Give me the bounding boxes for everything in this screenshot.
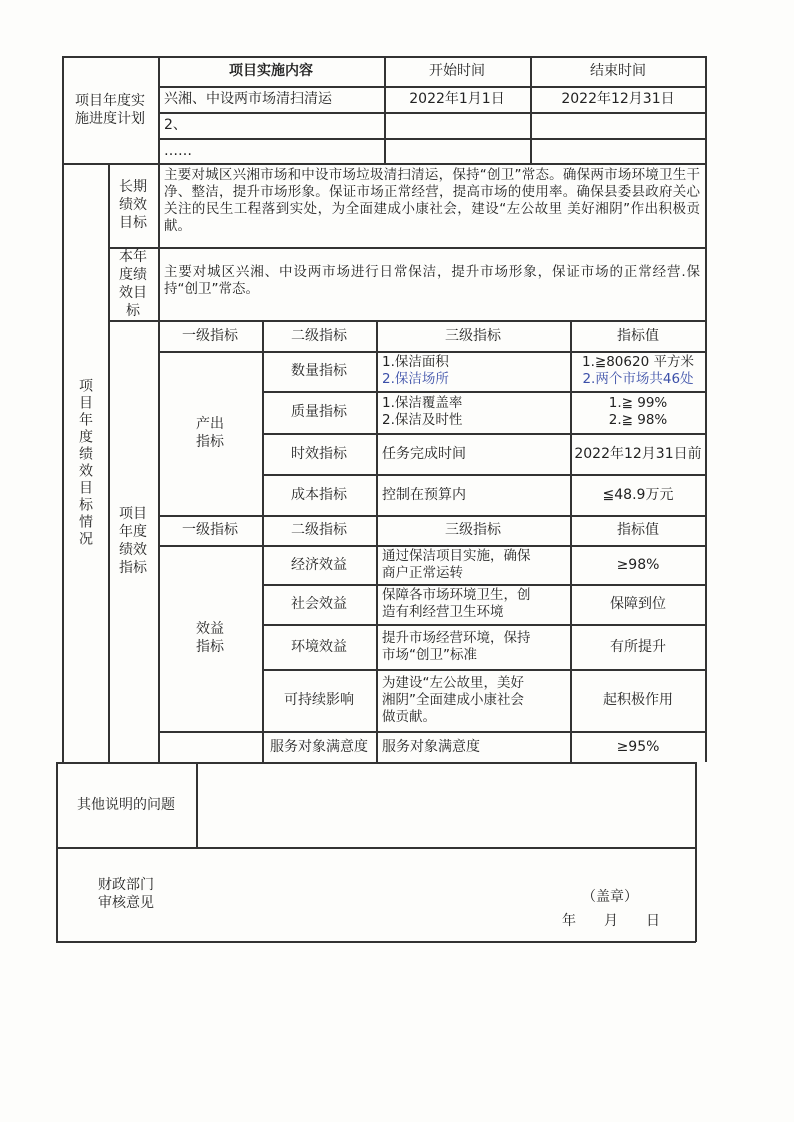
ind-head-l3: 三级指标 — [445, 327, 501, 344]
finance-seal: （盖章） — [582, 889, 638, 905]
ind-head-l1: 一级指标 — [182, 327, 238, 344]
benefit-label: 效益指标 — [196, 621, 224, 655]
frame-right-lower — [695, 762, 697, 942]
plan-row-1-start: 2022年1月1日 — [409, 91, 505, 107]
ind-head2-l2: 二级指标 — [291, 522, 347, 538]
indicators-label: 项目年度绩效指标 — [119, 506, 147, 576]
finance-label: 财政部门 审核意见 — [98, 877, 154, 911]
plan-head-start: 开始时间 — [429, 63, 485, 79]
plan-row-2-content: 2、 — [164, 117, 187, 133]
out-quantity-l2: 数量指标 — [291, 363, 347, 379]
ben-sustain-val: 起积极作用 — [603, 692, 673, 708]
sat-val: ≥95% — [616, 738, 660, 755]
sat-l3: 服务对象满意度 — [382, 738, 480, 755]
ben-sustain-l3: 为建设“左公故里，美好 湘阴”全面建成小康社会 做贡献。 — [382, 674, 524, 725]
plan-row-3-content: …… — [164, 142, 192, 159]
out-quality-l3: 1.保洁覆盖率 2.保洁及时性 — [382, 395, 463, 428]
ben-sustain-l2: 可持续影响 — [284, 692, 354, 708]
out-timeliness-val: 2022年12月31日前 — [574, 445, 702, 462]
out-cost-l3: 控制在预算内 — [382, 486, 466, 503]
plan-head-content: 项目实施内容 — [229, 63, 313, 79]
longterm-bottom — [108, 247, 706, 249]
frame-bottom — [56, 941, 696, 943]
ben-social-val: 保障到位 — [610, 596, 666, 612]
output-label: 产出指标 — [196, 416, 224, 450]
ind-head2-l1: 一级指标 — [182, 522, 238, 538]
longterm-text: 主要对城区兴湘市场和中设市场垃圾清扫清运，保持“创卫”常态。确保两市场环境卫生干净、整洁，提升市场形象。保证市场正常经营，提高市场的使用率。确保县委县政府关心关注的民生工程落到实处，为全面建成小康社会，建设“左公故里 美好湘阴”作出积极贡献。 — [164, 167, 700, 234]
annual-text: 主要对城区兴湘、中设两市场进行日常保洁，提升市场形象，保证市场的正常经营.保持“创卫”常态。 — [164, 264, 700, 297]
ben-social-l2: 社会效益 — [291, 596, 347, 612]
other-text — [196, 762, 695, 847]
ind-head-val: 指标值 — [617, 327, 659, 344]
annual-label: 本年度绩效目标 — [119, 248, 147, 319]
plan-head-end: 结束时间 — [590, 63, 646, 79]
finance-date: 年 月 日 — [562, 913, 660, 929]
ben-economic-l2: 经济效益 — [291, 556, 347, 573]
out-quality-val: 1.≧ 99% 2.≧ 98% — [608, 395, 668, 428]
ben-environment-val: 有所提升 — [610, 638, 666, 655]
ben-environment-l2: 环境效益 — [291, 638, 347, 655]
ind-head-l2: 二级指标 — [291, 327, 347, 344]
out-quantity-l3: 1.保洁面积 2.保洁场所 — [382, 354, 449, 387]
plan-row-1-end: 2022年12月31日 — [561, 91, 675, 107]
out-cost-val: ≦48.9万元 — [602, 486, 674, 503]
plan-label: 项目年度实施进度计划 — [75, 92, 145, 127]
ind-head2-l3: 三级指标 — [445, 522, 501, 538]
section-label: 项目年度绩效目标情况 — [77, 377, 93, 548]
ben-social-l3: 保障各市场环境卫生，创 造有利经营卫生环境 — [382, 587, 531, 620]
plan-row-1-content: 兴湘、中设两市场清扫清运 — [164, 91, 332, 107]
out-cost-l2: 成本指标 — [291, 486, 347, 503]
sat-l2: 服务对象满意度 — [270, 738, 368, 755]
out-timeliness-l3: 任务完成时间 — [382, 445, 466, 462]
out-timeliness-l2: 时效指标 — [291, 445, 347, 462]
out-quality-l2: 质量指标 — [291, 404, 347, 420]
out-quantity-val: 1.≧80620 平方米 2.两个市场共46处 — [582, 354, 694, 387]
ben-environment-l3: 提升市场经营环境，保持 市场“创卫”标准 — [382, 629, 531, 663]
ben-economic-l3: 通过保洁项目实施，确保 商户正常运转 — [382, 547, 531, 581]
longterm-label: 长期绩效目标 — [119, 179, 147, 231]
ind-head2-val: 指标值 — [617, 522, 659, 538]
other-label: 其他说明的问题 — [77, 796, 175, 813]
ben-economic-val: ≥98% — [616, 556, 660, 573]
